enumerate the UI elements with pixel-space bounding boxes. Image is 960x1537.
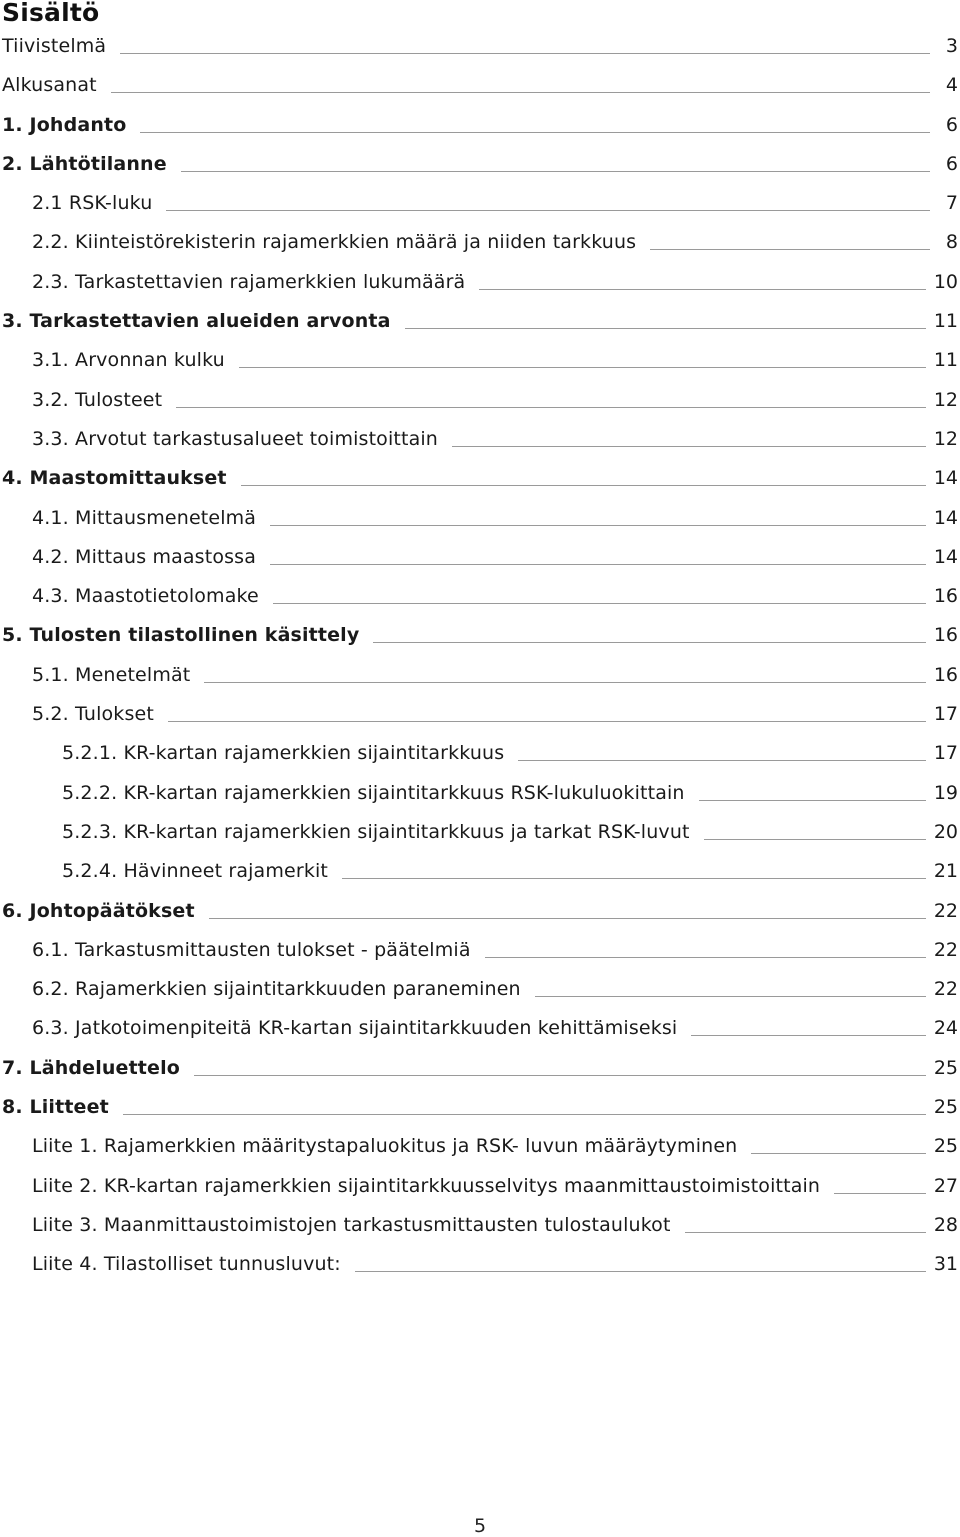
toc-leader-line	[123, 1114, 926, 1115]
toc-leader-line	[241, 485, 926, 486]
toc-leader-line	[691, 1035, 925, 1036]
toc-entry-page: 20	[933, 820, 958, 843]
toc-entry-title: 5.2.1. KR-kartan rajamerkkien sijaintitarkkuus	[62, 742, 505, 765]
toc-leader-line	[518, 760, 926, 761]
toc-entry-page: 3	[945, 35, 958, 57]
toc-entry-page: 8	[945, 231, 958, 254]
toc-entry[interactable]	[0, 1017, 960, 1056]
toc-entry-page: 7	[945, 192, 958, 215]
toc-entry[interactable]	[0, 703, 960, 742]
toc-leader-line	[373, 642, 925, 643]
toc-entry-page: 14	[933, 506, 958, 529]
toc-leader-line	[181, 171, 930, 172]
toc-leader-line	[834, 1193, 926, 1194]
toc-entry-page: 25	[933, 1135, 958, 1158]
toc-entry[interactable]	[0, 860, 960, 899]
toc-entry-page: 11	[933, 349, 958, 372]
toc-entry-title: 5. Tulosten tilastollinen käsittely	[2, 624, 360, 647]
toc-entry-title: 6. Johtopäätökset	[2, 899, 195, 922]
toc-entry[interactable]	[0, 1214, 960, 1253]
toc-leader-line	[452, 446, 926, 447]
toc-leader-line	[270, 564, 926, 565]
toc-leader-line	[209, 918, 926, 919]
toc-entry[interactable]	[0, 900, 960, 939]
toc-entry-page: 6	[945, 152, 958, 175]
toc-entry-title: 6.2. Rajamerkkien sijaintitarkkuuden paraneminen	[32, 978, 521, 1001]
toc-leader-line	[194, 1075, 926, 1076]
toc-entry-page: 17	[933, 742, 958, 765]
toc-entry-title: 8. Liitteet	[2, 1096, 109, 1119]
toc-entry-title: 7. Lähdeluettelo	[2, 1056, 180, 1079]
toc-entry-title: Alkusanat	[2, 74, 97, 97]
toc-entry-page: 10	[933, 270, 958, 293]
toc-entry-page: 4	[945, 74, 958, 97]
toc-entry-title: 4.1. Mittausmenetelmä	[32, 506, 257, 529]
toc-entry-page: 12	[933, 388, 958, 411]
toc-entry[interactable]	[0, 782, 960, 821]
toc-entry[interactable]	[0, 1096, 960, 1135]
toc-entry-title: 5.1. Menetelmät	[32, 663, 191, 686]
toc-entry[interactable]	[0, 664, 960, 703]
toc-entry[interactable]	[0, 153, 960, 192]
toc-entry[interactable]	[0, 231, 960, 270]
toc-entry-title: 3.2. Tulosteet	[32, 388, 163, 411]
toc-leader-line	[704, 839, 926, 840]
toc-leader-line	[204, 682, 925, 683]
toc-entry-title: 6.3. Jatkotoimenpiteitä KR-kartan sijaintitarkkuuden kehittämiseksi	[32, 1017, 678, 1040]
toc-entry-page: 24	[933, 1017, 958, 1040]
toc-leader-line	[111, 92, 930, 93]
toc-entry[interactable]	[0, 978, 960, 1017]
toc-entry-title: 3. Tarkastettavien alueiden arvonta	[2, 310, 391, 333]
toc-leader-line	[355, 1271, 926, 1272]
toc-entry[interactable]	[0, 192, 960, 231]
toc-entry-page: 14	[933, 467, 958, 490]
toc-entry-page: 17	[933, 703, 958, 726]
toc-entry-page: 11	[933, 310, 958, 333]
toc-leader-line	[168, 721, 926, 722]
toc-entry-page: 12	[933, 427, 958, 450]
toc-leader-line	[239, 367, 926, 368]
toc-leader-line	[485, 957, 926, 958]
toc-leader-line	[342, 878, 926, 879]
toc-leader-line	[699, 800, 926, 801]
toc-entry-title: 2.2. Kiinteistörekisterin rajamerkkien määrä ja niiden tarkkuus	[32, 231, 637, 254]
toc-entry[interactable]	[0, 742, 960, 781]
toc-entry-title: 5.2.4. Hävinneet rajamerkit	[62, 860, 328, 883]
toc-entry-title: 5.2.3. KR-kartan rajamerkkien sijaintitarkkuus ja tarkat RSK-luvut	[62, 820, 690, 843]
toc-entry-page: 22	[933, 978, 958, 1001]
toc-entry-title: 2.1 RSK-luku	[32, 192, 153, 215]
toc-entry-title: Tiivistelmä	[2, 35, 107, 57]
toc-leader-line	[751, 1153, 925, 1154]
toc-entry-title: 1. Johdanto	[2, 113, 127, 136]
toc-leader-line	[273, 603, 926, 604]
toc-leader-line	[270, 525, 926, 526]
toc-entry-title: Liite 1. Rajamerkkien määritystapaluokitus ja RSK- luvun määräytyminen	[32, 1135, 738, 1158]
toc-entry-title: Liite 4. Tilastolliset tunnusluvut:	[32, 1253, 341, 1276]
toc-leader-line	[535, 996, 926, 997]
toc-entry[interactable]	[0, 349, 960, 388]
toc-entry-page: 25	[933, 1096, 958, 1119]
toc-entry-title: Liite 2. KR-kartan rajamerkkien sijaintitarkkuusselvitys maanmittaustoimistoittain	[32, 1174, 821, 1197]
toc-entry[interactable]	[0, 624, 960, 663]
toc-entry-page: 27	[933, 1174, 958, 1197]
toc-entry[interactable]	[0, 585, 960, 624]
toc-entry-page: 28	[933, 1213, 958, 1236]
page-title: Sisältö	[2, 0, 100, 27]
toc-entry[interactable]	[0, 35, 960, 74]
toc-entry-title: 2.3. Tarkastettavien rajamerkkien lukumäärä	[32, 270, 466, 293]
toc-entry[interactable]	[0, 428, 960, 467]
toc-entry-page: 16	[933, 663, 958, 686]
toc-entry[interactable]	[0, 1057, 960, 1096]
toc-entry[interactable]	[0, 1253, 960, 1292]
toc-leader-line	[405, 328, 926, 329]
toc-entry-title: 4. Maastomittaukset	[2, 467, 227, 490]
toc-entry-title: 4.3. Maastotietolomake	[32, 585, 259, 608]
toc-entry-title: 6.1. Tarkastusmittausten tulokset - päätelmiä	[32, 938, 471, 961]
toc-entry[interactable]	[0, 821, 960, 860]
toc-leader-line	[120, 53, 930, 54]
toc-leader-line	[140, 132, 930, 133]
toc-entry-page: 31	[933, 1253, 958, 1276]
toc-entry[interactable]	[0, 310, 960, 349]
toc-entry[interactable]	[0, 1135, 960, 1174]
toc-entry-title: 3.3. Arvotut tarkastusalueet toimistoittain	[32, 427, 438, 450]
toc-leader-line	[685, 1232, 926, 1233]
toc-entry-page: 16	[933, 585, 958, 608]
toc-leader-line	[479, 289, 925, 290]
toc-leader-line	[166, 210, 930, 211]
toc-entry[interactable]	[0, 507, 960, 546]
toc-entry[interactable]	[0, 74, 960, 113]
toc-leader-line	[650, 249, 930, 250]
toc-entry-page: 19	[933, 781, 958, 804]
toc-entry[interactable]	[0, 271, 960, 310]
toc-entry-title: 5.2.2. KR-kartan rajamerkkien sijaintitarkkuus RSK-lukuluokittain	[62, 781, 685, 804]
toc-entry[interactable]	[0, 939, 960, 978]
page-number: 5	[473, 1515, 487, 1537]
toc-entry-page: 14	[933, 545, 958, 568]
toc-entry-page: 6	[945, 113, 958, 136]
toc-entry-title: 3.1. Arvonnan kulku	[32, 349, 225, 372]
toc-entry[interactable]	[0, 114, 960, 153]
toc-entry[interactable]	[0, 389, 960, 428]
toc-entry-page: 22	[933, 899, 958, 922]
toc-entry-title: Liite 3. Maanmittaustoimistojen tarkastusmittausten tulostaulukot	[32, 1213, 671, 1236]
toc-entry-page: 16	[933, 624, 958, 647]
toc-entry[interactable]	[0, 467, 960, 506]
toc-entry-page: 25	[933, 1056, 958, 1079]
toc-entry-title: 4.2. Mittaus maastossa	[32, 545, 256, 568]
toc-entry-page: 22	[933, 938, 958, 961]
toc-leader-line	[176, 407, 926, 408]
toc-entry[interactable]	[0, 1175, 960, 1214]
toc-entry[interactable]	[0, 546, 960, 585]
toc-entry-title: 2. Lähtötilanne	[2, 152, 167, 175]
toc-entry-title: 5.2. Tulokset	[32, 703, 154, 726]
table-of-contents	[0, 35, 960, 1293]
toc-entry-page: 21	[933, 860, 958, 883]
